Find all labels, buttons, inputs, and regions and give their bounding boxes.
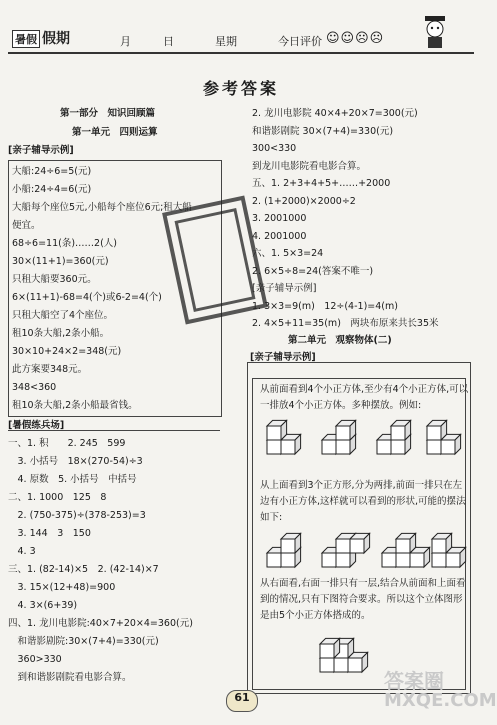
answer-line: 五、1. 2+3+4+5+……+2000 bbox=[252, 178, 391, 189]
answer-line: 便宜。 bbox=[12, 220, 41, 231]
watermark: 答案圈 bbox=[384, 669, 444, 693]
answer-line: 从前面看到4个小正方体,至少有4个小正方体,可以 bbox=[260, 384, 469, 395]
answer-line: 六、1. 5×3=24 bbox=[252, 248, 324, 259]
header-rule bbox=[8, 52, 474, 54]
answer-line: 2. (1+2000)×2000÷2 bbox=[252, 195, 356, 207]
answer-line: 租10条大船,2条小船。 bbox=[12, 328, 110, 339]
answer-line: 3. 15×(12+48)=900 bbox=[8, 582, 116, 593]
page-number: 61 bbox=[226, 690, 258, 712]
brand-prefix: 暑假 bbox=[12, 30, 40, 48]
cube-figures-row-1 bbox=[262, 418, 462, 463]
answer-line: 从上面看到3个正方形,分为两排,前面一排只在左 bbox=[260, 480, 463, 491]
cube-figure-final bbox=[315, 638, 375, 678]
answer-line: 和谐影剧院:30×(7+4)=330(元) bbox=[8, 636, 159, 647]
answer-line: 3. 144 3 150 bbox=[8, 528, 91, 539]
answer-line: 3. 小括号 18×(270-54)÷3 bbox=[8, 456, 143, 467]
part-heading: 第一部分 知识回顾篇 bbox=[60, 108, 156, 119]
answer-line: 到和谐影剧院看电影合算。 bbox=[8, 672, 132, 683]
answer-line: 2. 龙川电影院 40×4+20×7=300(元) bbox=[252, 108, 418, 119]
page-title: 参考答案 bbox=[202, 79, 279, 98]
answer-line: 如下: bbox=[260, 512, 283, 523]
unit-heading: 第一单元 四则运算 bbox=[72, 127, 158, 138]
box1-title: [亲子辅导示例] bbox=[8, 145, 74, 156]
answer-line: 4. 3 bbox=[8, 546, 36, 557]
answer-line: 是由5个小正方体搭成的。 bbox=[260, 610, 371, 621]
answer-line: 二、1. 1000 125 8 bbox=[8, 492, 107, 503]
answer-line: 6×(11+1)-68=4(个)或6-2=4(个) bbox=[12, 292, 162, 303]
header bbox=[0, 0, 482, 56]
answer-line: 30×(11+1)=360(元) bbox=[12, 256, 109, 267]
answer-line: 到龙川电影院看电影合算。 bbox=[252, 160, 367, 172]
day-label: 日 bbox=[163, 35, 174, 48]
answer-line: 只租大船空了4个座位。 bbox=[12, 310, 114, 321]
answer-line: 从右面看,右面一排只有一层,结合从前面和上面看 bbox=[260, 578, 466, 589]
mascot-icon bbox=[418, 14, 452, 50]
answer-line: 和谐影剧院 30×(7+4)=330(元) bbox=[252, 125, 394, 137]
answer-line: 4. 2001000 bbox=[252, 230, 307, 242]
answer-line: 边有小正方体,这样就可以看到的形状,可能的摆法 bbox=[260, 496, 466, 507]
answer-line: 4. 原数 5. 小括号 中括号 bbox=[8, 474, 137, 485]
brand-name: 假期 bbox=[42, 31, 70, 47]
box2-title: [暑假练兵场] bbox=[8, 420, 65, 431]
cube-figures-row-2 bbox=[262, 525, 462, 573]
rating-faces-icon: ☺☺☹☹ bbox=[326, 31, 385, 46]
answer-line: 68÷6=11(条)……2(人) bbox=[12, 238, 118, 249]
answer-line: 4. 3×(6+39) bbox=[8, 600, 78, 611]
box-right-title: [亲子辅导示例] bbox=[250, 352, 316, 363]
watermark-url: MXQE.COM bbox=[384, 690, 497, 711]
answer-line: 30×10+24×2=348(元) bbox=[12, 346, 122, 357]
month-label: 月 bbox=[120, 35, 131, 48]
answer-line: 大船每个座位5元,小船每个座位6元;租大船 bbox=[12, 202, 192, 213]
answer-line: 2. 4×5+11=35(m) 两块布原来共长35米 bbox=[252, 318, 439, 329]
answer-line: 一排放4个小正方体。多种摆放。例如: bbox=[260, 400, 422, 411]
answer-line: 到的情况,只有下图符合要求。所以这个立体图形 bbox=[260, 594, 463, 605]
answer-line: 3. 2001000 bbox=[252, 213, 307, 224]
answer-line: 348<360 bbox=[12, 382, 57, 393]
week-label: 星期 bbox=[215, 35, 237, 48]
answer-line: 四、1. 龙川电影院:40×7+20×4=360(元) bbox=[8, 618, 193, 629]
answer-line: [亲子辅导示例] bbox=[252, 283, 317, 294]
answer-line: 360>330 bbox=[8, 654, 62, 665]
answer-line: 只租大船要360元。 bbox=[12, 274, 97, 285]
answer-line: 三、1. (82-14)×5 2. (42-14)×7 bbox=[8, 564, 159, 575]
eval-label: 今日评价 bbox=[278, 35, 322, 48]
answer-line: 小船:24÷4=6(元) bbox=[12, 184, 92, 195]
answer-line: 300<330 bbox=[252, 143, 297, 154]
answer-line: 租10条大船,2条小船最省钱。 bbox=[12, 400, 138, 411]
answer-line: 2. 6×5÷8=24(答案不唯一) bbox=[252, 265, 374, 277]
brand-logo bbox=[12, 28, 70, 48]
answer-line: 1. 3×3=9(m) 12÷(4-1)=4(m) bbox=[252, 300, 398, 312]
answer-line: 一、1. 积 2. 245 599 bbox=[8, 438, 126, 449]
stamp-icon bbox=[165, 195, 265, 325]
answer-line: 此方案要348元。 bbox=[12, 364, 88, 375]
answer-line: 大船:24÷6=5(元) bbox=[12, 166, 92, 177]
unit2-heading: 第二单元 观察物体(二) bbox=[288, 335, 392, 346]
answer-line: 2. (750-375)÷(378-253)=3 bbox=[8, 510, 146, 521]
